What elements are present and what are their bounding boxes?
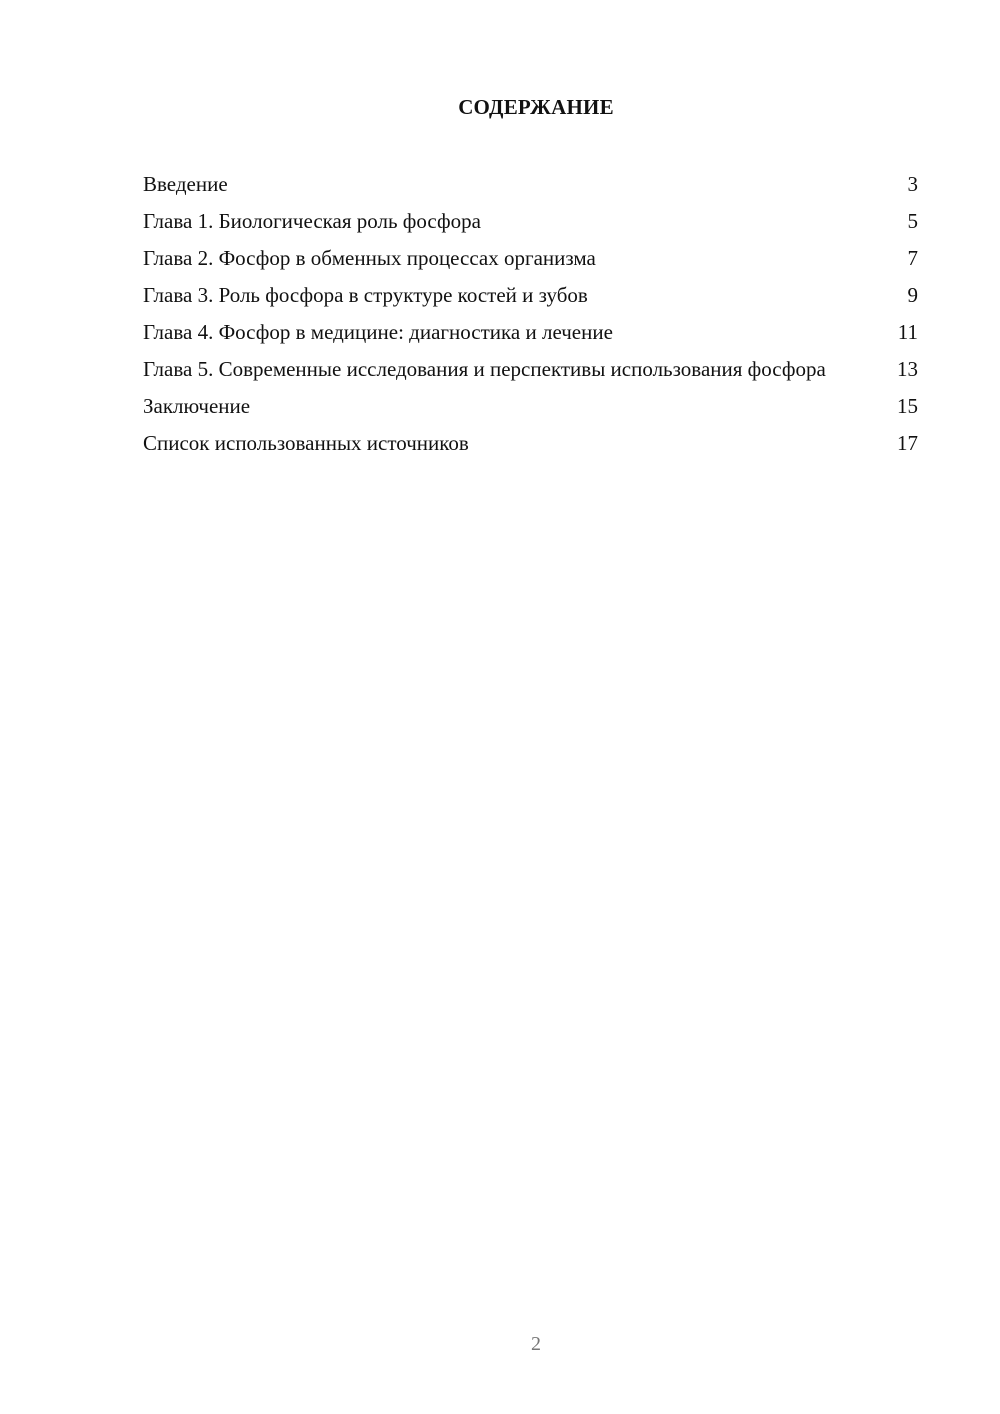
toc-entry-label: Глава 4. Фосфор в медицине: диагностика и лечение: [143, 320, 613, 344]
table-of-contents: [143, 170, 918, 466]
toc-entry-label: Глава 5. Современные исследования и перспективы использования фосфора: [143, 357, 826, 381]
toc-entry: [143, 170, 918, 198]
toc-entry-page: 15: [897, 394, 918, 418]
toc-entry-label: Глава 3. Роль фосфора в структуре костей и зубов: [143, 283, 588, 307]
toc-entry: [143, 318, 918, 346]
toc-entry-label: Глава 2. Фосфор в обменных процессах организма: [143, 246, 596, 270]
toc-entry-label: Список использованных источников: [143, 431, 469, 455]
toc-entry-page: 5: [907, 209, 918, 233]
toc-entry: [143, 355, 918, 383]
toc-entry-page: 13: [897, 357, 918, 381]
toc-entry: [143, 392, 918, 420]
toc-entry: [143, 207, 918, 235]
toc-entry-page: 11: [897, 320, 918, 344]
toc-entry: [143, 429, 918, 457]
page-number: 2: [531, 1333, 541, 1355]
toc-entry-page: 9: [907, 283, 918, 307]
toc-entry-label: Введение: [143, 172, 228, 196]
toc-entry-label: Заключение: [143, 394, 251, 418]
toc-entry: [143, 244, 918, 272]
toc-entry-page: 3: [907, 172, 918, 196]
toc-entry: [143, 281, 918, 309]
toc-entry-page: 17: [897, 431, 918, 455]
toc-entry-label: Глава 1. Биологическая роль фосфора: [143, 209, 481, 233]
toc-entry-page: 7: [907, 246, 918, 270]
page-title: СОДЕРЖАНИЕ: [458, 95, 614, 119]
